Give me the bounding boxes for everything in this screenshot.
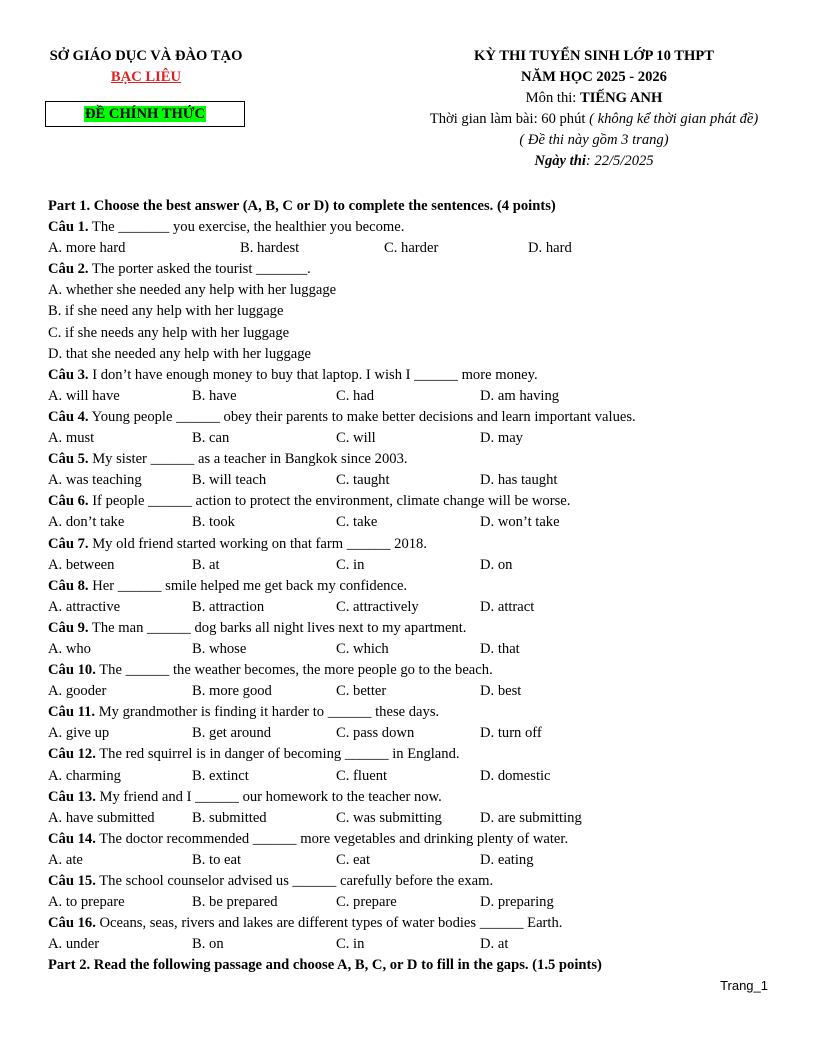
answer-option: B. submitted (192, 809, 267, 826)
answer-option: D. on (480, 556, 513, 573)
department-name: SỞ GIÁO DỤC VÀ ĐÀO TẠO (49, 48, 243, 64)
answer-option: B. be prepared (192, 894, 278, 911)
question-stem (48, 913, 788, 934)
answer-option: A. under (48, 936, 100, 953)
answer-option: A. was teaching (48, 472, 142, 489)
question-text: My sister ______ as a teacher in Bangkok since 2003. (88, 451, 408, 468)
answer-option: A. will have (48, 387, 120, 404)
date-label: Ngày thi (534, 153, 586, 169)
answer-options (48, 238, 788, 259)
question-text: The ______ the weather becomes, the more people go to the beach. (95, 662, 493, 679)
date-value: : 22/5/2025 (585, 153, 654, 169)
answer-option: A. give up (48, 725, 110, 742)
exam-content (48, 196, 788, 976)
question-text: My grandmother is finding it harder to ______ these days. (95, 704, 440, 721)
answer-option: A. charming (48, 767, 121, 784)
question-text: Her ______ smile helped me get back my confidence. (88, 577, 408, 594)
question-number: Câu 8. (48, 577, 89, 594)
question-number: Câu 11. (48, 704, 96, 721)
province-name: BẠC LIÊU (110, 69, 182, 85)
answer-option: C. if she needs any help with her luggage (48, 324, 290, 341)
question-number: Câu 10. (48, 662, 96, 679)
answer-option: C. eat (336, 851, 371, 868)
answer-option: D. preparing (480, 894, 554, 911)
answer-option: D. that she needed any help with her luggage (48, 345, 312, 362)
answer-option: B. if she need any help with her luggage (48, 303, 284, 320)
question-stem (48, 259, 788, 280)
answer-option: A. don’t take (48, 514, 125, 531)
question-number: Câu 9. (48, 619, 89, 636)
answer-options (48, 386, 788, 407)
question-stem (48, 217, 788, 238)
answer-option: B. at (192, 556, 220, 573)
answer-option: D. at (480, 936, 509, 953)
pages-note: ( Đề thi này gồm 3 trang) (519, 132, 669, 148)
question-stem (48, 829, 788, 850)
answer-option: B. attraction (192, 598, 265, 615)
answer-option: C. harder (384, 240, 439, 257)
answer-options (48, 934, 788, 955)
answer-option: B. will teach (192, 472, 267, 489)
question-number: Câu 1. (48, 219, 89, 236)
answer-options (48, 597, 788, 618)
answer-options (48, 892, 788, 913)
official-exam-box (45, 101, 245, 127)
answer-option: D. attract (480, 598, 535, 615)
answer-option: A. who (48, 640, 91, 657)
question-stem (48, 702, 788, 723)
part2-title: Part 2. Read the following passage and choose A, B, C, or D to fill in the gaps. (1.5 points) (48, 957, 602, 974)
answer-option: B. have (192, 387, 237, 404)
answer-option: A. ate (48, 851, 83, 868)
answer-option: A. must (48, 430, 95, 447)
exam-title: KỲ THI TUYỂN SINH LỚP 10 THPT (473, 48, 715, 64)
question-list (48, 217, 788, 955)
question-text: Oceans, seas, rivers and lakes are different types of water bodies ______ Earth. (95, 915, 563, 932)
question-stem (48, 534, 788, 555)
answer-option: C. which (336, 640, 389, 657)
answer-option: B. whose (192, 640, 247, 657)
question-number: Câu 3. (48, 366, 89, 383)
question-number: Câu 13. (48, 788, 96, 805)
page-number: Trang_1 (720, 978, 768, 993)
answer-options (48, 512, 788, 533)
answer-option: B. get around (192, 725, 272, 742)
answer-option: D. eating (480, 851, 534, 868)
answer-option: D. may (480, 430, 523, 447)
answer-option: A. between (48, 556, 115, 573)
answer-option: D. am having (480, 387, 560, 404)
question-number: Câu 7. (48, 535, 89, 552)
answer-option: A. more hard (48, 240, 126, 257)
answer-option: B. extinct (192, 767, 249, 784)
header-left (24, 46, 268, 88)
answer-option: C. attractively (336, 598, 419, 615)
question-number: Câu 2. (48, 261, 89, 278)
answer-option: C. in (336, 556, 365, 573)
question-stem (48, 787, 788, 808)
question-number: Câu 4. (48, 408, 89, 425)
question-stem (48, 744, 788, 765)
question-text: The red squirrel is in danger of becoming ______ in England. (95, 746, 460, 763)
question-text: My old friend started working on that farm ______ 2018. (88, 535, 427, 552)
question-number: Câu 6. (48, 493, 89, 510)
answer-options (48, 808, 788, 829)
date-line (396, 151, 792, 172)
answer-option: B. hardest (240, 240, 300, 257)
question-text: The _______ you exercise, the healthier you become. (88, 219, 405, 236)
answer-options (48, 681, 788, 702)
answer-options (48, 470, 788, 491)
question-text: The porter asked the tourist _______. (88, 261, 311, 278)
answer-option: D. turn off (480, 725, 542, 742)
question-text: The man ______ dog barks all night lives next to my apartment. (88, 619, 467, 636)
question-stem (48, 576, 788, 597)
answer-options (48, 850, 788, 871)
answer-option: C. pass down (336, 725, 415, 742)
question-text: The school counselor advised us ______ carefully before the exam. (95, 873, 494, 889)
question-text: My friend and I ______ our homework to the teacher now. (95, 788, 442, 805)
time-line (396, 109, 792, 130)
question-number: Câu 14. (48, 830, 96, 847)
answer-options (48, 428, 788, 449)
answer-option: A. gooder (48, 683, 107, 700)
subject-name: TIẾNG ANH (580, 90, 663, 106)
answer-option: C. fluent (336, 767, 388, 784)
header-right (396, 46, 792, 172)
answer-option: C. in (336, 936, 365, 953)
time-note: ( không kể thời gian phát đề) (589, 111, 759, 127)
answer-option: D. best (480, 683, 522, 700)
question-text: Young people ______ obey their parents to make better decisions and learn important values. (88, 408, 636, 425)
answer-option: C. take (336, 514, 378, 531)
answer-option: C. prepare (336, 894, 397, 911)
answer-options (48, 723, 788, 744)
question-stem (48, 871, 788, 892)
answer-option: D. won’t take (480, 514, 560, 531)
answer-option: D. are submitting (480, 809, 582, 826)
question-stem (48, 449, 788, 470)
question-text: The doctor recommended ______ more vegetables and drinking plenty of water. (95, 830, 569, 847)
answer-option: B. more good (192, 683, 272, 700)
answer-option: C. taught (336, 472, 390, 489)
question-stem (48, 407, 788, 428)
school-year: NĂM HỌC 2025 - 2026 (521, 69, 667, 85)
question-stem (48, 491, 788, 512)
answer-option: C. better (336, 683, 387, 700)
question-number: Câu 5. (48, 451, 89, 468)
question-stem (48, 618, 788, 639)
question-stem (48, 660, 788, 681)
answer-option: D. hard (528, 240, 572, 257)
answer-options (48, 555, 788, 576)
answer-option: C. had (336, 387, 375, 404)
answer-option: A. to prepare (48, 894, 125, 911)
time-label: Thời gian làm bài: 60 phút (429, 111, 590, 127)
answer-option: B. can (192, 430, 230, 447)
answer-option: B. to eat (192, 851, 242, 868)
question-number: Câu 15. (48, 873, 96, 889)
question-stem (48, 365, 788, 386)
answer-options (48, 639, 788, 660)
question-number: Câu 16. (48, 915, 96, 932)
answer-option: A. whether she needed any help with her luggage (48, 282, 337, 299)
answer-option: A. attractive (48, 598, 121, 615)
question-number: Câu 12. (48, 746, 96, 763)
question-text: If people ______ action to protect the environment, climate change will be worse. (88, 493, 571, 510)
subject-label: Môn thi: (525, 90, 580, 106)
answer-option: C. will (336, 430, 376, 447)
part1-title: Part 1. Choose the best answer (A, B, C or D) to complete the sentences. (4 points) (48, 198, 556, 214)
answer-options (48, 766, 788, 787)
official-exam-label: ĐỀ CHÍNH THỨC (84, 106, 205, 122)
answer-option: B. on (192, 936, 224, 953)
question-text: I don’t have enough money to buy that laptop. I wish I ______ more money. (88, 366, 538, 383)
subject-line (396, 88, 792, 109)
answer-option: C. was submitting (336, 809, 442, 826)
answer-option: D. that (480, 640, 520, 657)
answer-option: A. have submitted (48, 809, 155, 826)
answer-option: B. took (192, 514, 235, 531)
answer-option: D. has taught (480, 472, 558, 489)
answer-option: D. domestic (480, 767, 551, 784)
